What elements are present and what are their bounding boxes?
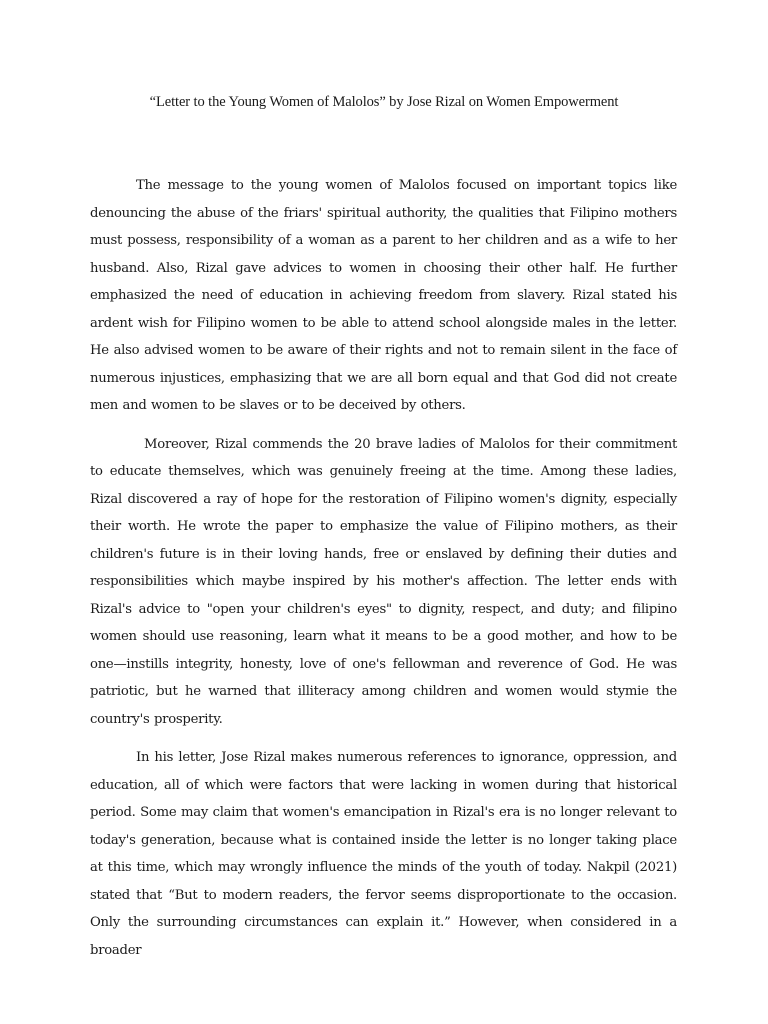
paragraph-1: The message to the young women of Malolos focused on important topics like denouncing the abuse of the friars' spiritual authority, the qualities that Filipino mothers must possess, responsibility of a woman as a parent to her children and as a wife to her husband. Also, Rizal gave advices to women in choosing their other half. He further emphasized the need of education in achieving freedom from slavery. Rizal stated his ardent wish for Filipino women to be able to attend school alongside males in the letter. He also advised women to be aware of their rights and not to remain silent in the face of numerous injustices, emphasizing that we are all born equal and that God did not create men and women to be slaves or to be deceived by others.: [90, 178, 677, 413]
paragraph-2: Moreover, Rizal commends the 20 brave ladies of Malolos for their commitment to educate themselves, which was genuinely freeing at the time. Among these ladies, Rizal discovered a ray of hope for the restoration of Filipino women's dignity, especially their worth. He wrote the paper to emphasize the value of Filipino mothers, as their children's future is in their loving hands, free or enslaved by defining their duties and responsibilities which maybe inspired by his mother's affection. The letter ends with Rizal's advice to "open your children's eyes" to dignity, respect, and duty; and filipino women should use reasoning, learn what it means to be a good mother, and how to be one—instills integrity, honesty, love of one's fellowman and reverence of God. He was patriotic, but he warned that illiteracy among children and women would stymie the country's prosperity.: [90, 436, 677, 727]
document-body: [90, 172, 677, 964]
document-title: “Letter to the Young Women of Malolos” by Jose Rizal on Women Empowerment: [149, 94, 619, 110]
paragraph-3: In his letter, Jose Rizal makes numerous references to ignorance, oppression, and education, all of which were factors that were lacking in women during that historical period. Some may claim that women's emancipation in Rizal's era is no longer relevant to today's generation, because what is contained inside the letter is no longer taking place at this time, which may wrongly influence the minds of the youth of today. Nakpil (2021) stated that “But to modern readers, the fervor seems disproportionate to the occasion. Only the surrounding circumstances can explain it.” However, when considered in a broader: [90, 750, 677, 958]
